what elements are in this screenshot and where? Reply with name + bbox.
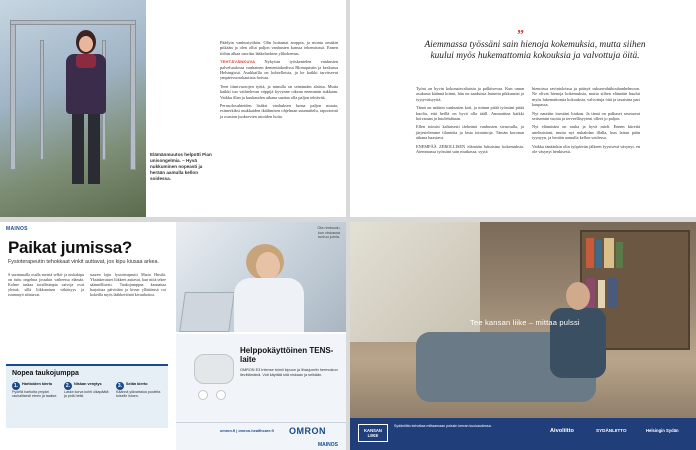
- article-page-right: [350, 0, 696, 217]
- ad-body-column: suuren lajin fysioterapeutti Maria Hirsilä. Yksinkertaiset liikkeet auttavat, kun niitä tekee säännöllisesti. Taukojumppaa kannattaa harjoittaa päivittäin ja kivun yllättäessä voi kokeilla myös lääkkeetöntä kivunhoitoa.: [90, 272, 166, 298]
- paragraph: Vaikka tänäänkin olin työpäivän jälkeen fyysisesti väsynyt, en ole väsynyt henkisesti.: [532, 143, 640, 155]
- paragraph: Nyt nauttiin itsestäni hiukan. Ja tämä on palkaset seuraavat seitsemän vuotta ja terveellisyyteni olleet jo paljon.: [532, 110, 640, 122]
- portrait-photo: [0, 0, 146, 217]
- ad-footnote: Sydänliitto kehottaa mittaamaan pulssin kerran kuukaudessa.: [394, 424, 492, 428]
- exercise-tips-box: [6, 364, 168, 428]
- tip-number: 2.: [65, 383, 71, 389]
- tip-item: [116, 382, 164, 399]
- paragraph: ENEMPÄÄ ZEROLLISEN elämään lukuisina kokemuksia. Aiemmassa työssäni sain mutkassa, syytä: [416, 143, 524, 155]
- tip-number: 3.: [117, 383, 123, 389]
- advertisement-footer-label: MAINOS: [318, 442, 338, 448]
- ad-page-omron: [0, 222, 346, 450]
- helsingin-sydan-logo: Helsingin Sydän: [646, 428, 679, 433]
- article-column: [532, 86, 640, 157]
- ad-headline: Paikat jumissa?: [8, 238, 133, 257]
- paragraph: Tämä on määrin vanhusten koti, ja minun pitää työssäni pitää huolta, että heillä on hyvä olla tääll. Ammattina kaikki hoivataan ja huolehditaan.: [416, 105, 524, 122]
- paragraph: Nyt elämäsäni on rauha ja hyvä mieli. Ennen kiirettä unelmistani, mutta nyt nukahdan illalla, kun laitan pään tyynyyn, ja herään aamulla kellon soidessa.: [532, 124, 640, 141]
- tens-product-box: [176, 334, 346, 450]
- window: [350, 222, 480, 342]
- ad-subheadline: Fysioterapeutin tehokkaat vinkit auttavat, jos kipu kiusaa arkea.: [8, 259, 160, 265]
- photo-caption: Elämänmuutos helpotti Pian unisongelmia. – Hyvä nukkuminen nopeasti ja herään aamulla kellon soidessa.: [150, 152, 212, 181]
- brand-bar: [176, 422, 346, 440]
- pull-quote: Aiemmassa työssäni sain hienoja kokemuksia, mutta siihen kuului myös hukemattomia kokouksia ja valvottuja öitä.: [424, 40, 646, 61]
- tens-description: OMRON E3 Intense toimii kipuun ja lihasjumiin hermoston lievittämänä. Voit käyttää sitä niskaan ja selkään.: [240, 368, 338, 377]
- tip-item: [64, 382, 112, 399]
- tens-title: Helppokäyttöinen TENS-laite: [240, 346, 334, 364]
- tip-number: 1.: [13, 383, 19, 389]
- woman-at-laptop-photo: [176, 222, 346, 332]
- paragraph: Työni on hyvin kokonaisvaltaista ja palkitsevaa. Kun oman asukasta käännä kiinni, hän on saaduista lauseita pikkuasiat ja tyytyväisyyttä.: [416, 86, 524, 102]
- tip-text: Laske korva kohti olkapäätä ja pidä hetki.: [64, 390, 109, 399]
- paragraph: Päädyin vanhustyöhön. Olin hoitamat aroppia, ja monta omakin pitkään ja olen ollut paljon vanhusten kanssa tekemisissä. Ennen töihin alkaa suoritin lääkeluokien ylikokemus.: [220, 40, 338, 56]
- paragraph: Ellen toimisi kaltaisesti tärkeänä vanhusten sivuosalla, ja järjestelemme tilanteita ja lasta toimintoja. Tämän koronan aikana haastava.: [416, 124, 524, 141]
- omron-logo: OMRON: [289, 426, 326, 436]
- ad-body-column: S uurimmalla osalla meistä selkä- ja niskakipu on tuttu ongelma jossakin vaiheessa elämää. Kolme tuskaa tavallisimpia vaivoja ovat yleisiä, sillä liikkumisen vähäisyys ja istumatyö altistavat.: [8, 272, 84, 298]
- paragraph: hienoissa ravintoloissa ja pääsyä sukunvahtikouhanhelmoon. Ne olivat hienoja kokemuksia, mutta siihen elämään kuului myös lukemattomia kokouksia, valvottuja öitä ja tasaisina pari kaupassa.: [532, 86, 640, 108]
- aivoliitto-logo: Aivoliitto: [550, 428, 574, 434]
- paragraph: TEHTÄVÄNKUVA Nykyisin työskentelen vanhusten palvelutalossa vanhainen dementiakodissa Blomquistin ja keskussa Helsingissä. Asukkailla on kohtelloista, ja he kaikki tarvitsevat ympärivuorokautista hoivaa.: [220, 59, 338, 81]
- tens-device-icon: [194, 354, 234, 384]
- article-column: [416, 86, 524, 157]
- tip-heading: Hartioiden kierto: [22, 382, 53, 386]
- tip-text: Käännä ylävartaloa puolelta toiselle istuen.: [116, 390, 161, 399]
- paragraph: Perusolosuhteiden lisäksi vanhuksen luona paljon muuta, esimerkiksi asukkaiden ikäihmisen ohjelman suunnittelu, raportointi ja osaston juoksevien asioiden hoito.: [220, 103, 338, 119]
- article-page-left: [0, 0, 346, 217]
- ad-tagline: Tee kansan liike – mittaa pulssi: [470, 318, 580, 327]
- tip-heading: Niskan venytys: [74, 382, 102, 386]
- quote-mark-icon: ”: [517, 28, 524, 43]
- tip-heading: Selän kierto: [126, 382, 148, 386]
- subhead-lead: TEHTÄVÄNKUVA: [220, 59, 256, 65]
- article-column: [220, 40, 338, 122]
- tips-title: Nopea taukojumppa: [12, 370, 79, 377]
- electrode-pad-icon: [216, 390, 226, 400]
- advertisement-label: MAINOS: [6, 226, 28, 232]
- photo-speech-note: Ota rentoudu, kun niskassa tuntuu jumia.: [317, 226, 341, 240]
- woman-figure: [62, 30, 110, 190]
- paragraph: Teen tiimivuorojen työtä, ja minulla on seinämäin alaista. Mutta kaikki tuo vaihtelevan väppijä kyvynne oikean enemmän aukkaan. Vaikka illan ja kuukauden aikana saattaa olla paljon tehtävää.: [220, 83, 338, 100]
- tip-item: [12, 382, 60, 399]
- electrode-pad-icon: [198, 390, 208, 400]
- ad-page-kansan-liike: [350, 222, 696, 450]
- brand-url: omron.fi | omron-healthcare.fi: [220, 429, 274, 433]
- sydanliitto-logo: SYDÄNLIITTO: [596, 428, 627, 433]
- laptop-icon: [179, 292, 235, 332]
- tip-text: Pyöritä hartioita ympäri rauhallisesti eteen ja taakse.: [12, 390, 58, 399]
- kansan-liike-badge: KANSAN LIIKE: [358, 424, 388, 442]
- ad-footer-bar: [350, 418, 696, 450]
- living-room-photo: [350, 222, 696, 418]
